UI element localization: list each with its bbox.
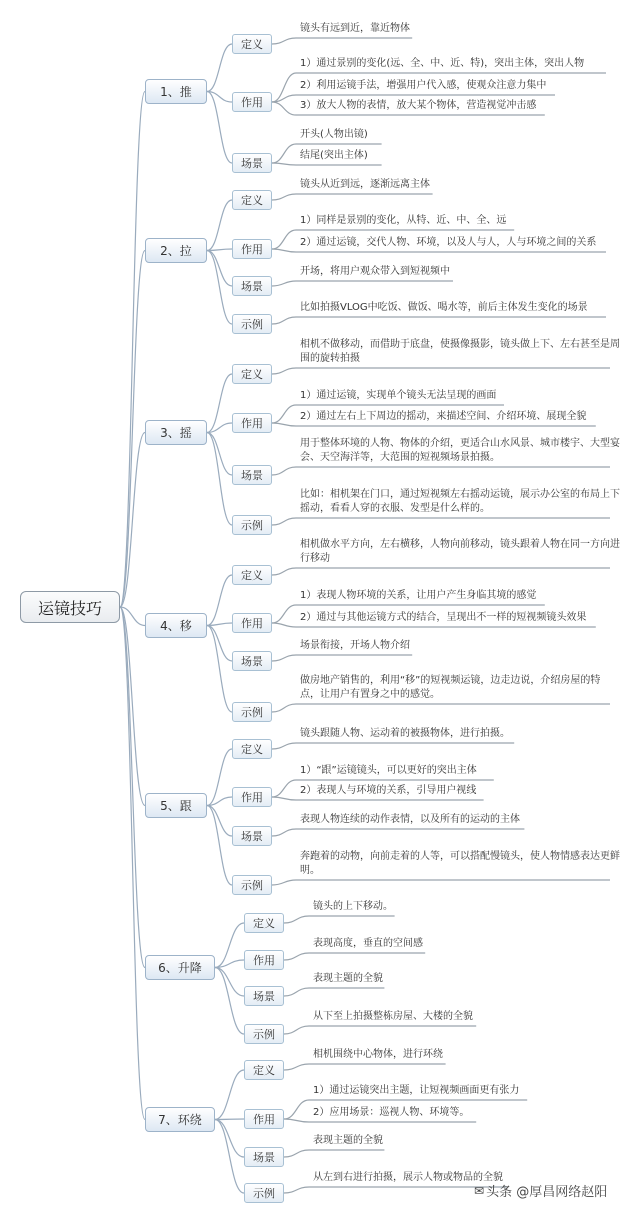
- leaf-text-7-2-1: 1）通过运镜突出主题，让短视频画面更有张力: [313, 1085, 520, 1096]
- branch-sub-link-6-4: [215, 968, 244, 1035]
- sub-leaf-link-7-2-1: [284, 1100, 309, 1119]
- subnode-4-3: 场景: [232, 651, 272, 671]
- leaf-text-4-4-1: 做房地产销售的，利用“移”的短视频运镜，边走边说，介绍房屋的特点，让用户有置身之中的感觉。: [300, 675, 601, 700]
- branch-node-4: 4、移: [145, 613, 207, 638]
- sub-leaf-link-3-2-2: [272, 423, 296, 426]
- sub-leaf-link-2-4-1: [272, 317, 296, 324]
- branch-node-5: 5、跟: [145, 793, 207, 818]
- subnode-7-3: 场景: [244, 1147, 284, 1167]
- subnode-7-2: 作用: [244, 1109, 284, 1129]
- branch-sub-link-2-3: [207, 251, 232, 287]
- branch-sub-link-2-1: [207, 200, 232, 251]
- sub-leaf-link-4-1-1: [272, 568, 296, 575]
- sub-leaf-link-1-1-1: [272, 38, 296, 44]
- leaf-text-1-2-3: 3）放大人物的表情，放大某个物体，营造视觉冲击感: [300, 100, 537, 111]
- leaf-text-2-3-1: 开场，将用户观众带入到短视频中: [300, 266, 450, 277]
- leaf-text-3-2-2: 2）通过左右上下周边的摇动，来描述空间、介绍环境、展现全貌: [300, 411, 587, 422]
- subnode-1-2: 作用: [232, 92, 272, 112]
- leaf-text-7-2-2: 2）应用场景：巡视人物、环境等。: [313, 1107, 470, 1118]
- branch-sub-link-1-1: [207, 44, 232, 92]
- leaf-text-6-2-1: 表现高度，垂直的空间感: [313, 938, 423, 949]
- root-branch-link-3: [120, 433, 145, 608]
- leaf-text-3-3-1: 用于整体环境的人物、物体的介绍，更适合山水风景、城市楼宇、大型宴会、天空海洋等，大范围的短视频场景拍摄。: [300, 438, 620, 463]
- watermark-text: 头条 @厚昌网络赵阳: [486, 1185, 608, 1200]
- subnode-2-4: 示例: [232, 314, 272, 334]
- branch-sub-link-5-3: [207, 806, 232, 837]
- sub-leaf-link-4-4-1: [272, 704, 296, 712]
- subnode-4-1: 定义: [232, 565, 272, 585]
- subnode-5-1: 定义: [232, 739, 272, 759]
- leaf-text-7-3-1: 表现主题的全貌: [313, 1135, 383, 1146]
- sub-leaf-link-3-3-1: [272, 467, 296, 475]
- sub-leaf-link-1-2-1: [272, 73, 296, 102]
- subnode-4-2: 作用: [232, 613, 272, 633]
- sub-leaf-link-2-3-1: [272, 281, 296, 286]
- sub-leaf-link-1-3-1: [272, 144, 296, 163]
- leaf-text-3-1-1: 相机不做移动，而借助于底盘，使摄像摄影，镜头做上下、左右甚至是周围的旋转拍摄: [300, 339, 620, 364]
- sub-leaf-link-1-3-2: [272, 163, 296, 165]
- sub-leaf-link-3-2-1: [272, 405, 296, 423]
- leaf-text-4-3-1: 场景衔接，开场人物介绍: [300, 640, 410, 651]
- sub-leaf-link-5-3-1: [272, 829, 296, 836]
- leaf-text-3-2-1: 1）通过运镜，实现单个镜头无法呈现的画面: [300, 390, 497, 401]
- toutiao-logo-icon: ✉: [474, 1183, 485, 1198]
- subnode-1-1: 定义: [232, 34, 272, 54]
- root-branch-link-7: [120, 607, 145, 1120]
- sub-leaf-link-6-1-1: [284, 916, 309, 923]
- branch-sub-link-7-3: [215, 1120, 244, 1158]
- subnode-3-2: 作用: [232, 413, 272, 433]
- branch-sub-link-1-3: [207, 92, 232, 164]
- branch-sub-link-4-1: [207, 575, 232, 626]
- leaf-text-6-4-1: 从下至上拍摄整栋房屋、大楼的全貌: [313, 1011, 473, 1022]
- branch-sub-link-4-3: [207, 626, 232, 662]
- leaf-text-5-3-1: 表现人物连续的动作表情，以及所有的运动的主体: [300, 814, 520, 825]
- branch-sub-link-6-3: [215, 968, 244, 997]
- subnode-5-4: 示例: [232, 875, 272, 895]
- sub-leaf-link-5-2-1: [272, 780, 296, 797]
- branch-node-3: 3、摇: [145, 420, 207, 445]
- root-branch-link-6: [120, 607, 145, 968]
- sub-leaf-link-3-4-1: [272, 518, 296, 525]
- subnode-3-3: 场景: [232, 465, 272, 485]
- sub-leaf-link-5-1-1: [272, 743, 296, 749]
- leaf-text-4-2-2: 2）通过与其他运镜方式的结合，呈现出不一样的短视频镜头效果: [300, 612, 587, 623]
- subnode-2-3: 场景: [232, 276, 272, 296]
- subnode-4-4: 示例: [232, 702, 272, 722]
- sub-leaf-link-7-2-2: [284, 1119, 309, 1122]
- leaf-text-7-4-1: 从左到右进行拍摄，展示人物或物品的全貌: [313, 1172, 503, 1183]
- sub-leaf-link-7-3-1: [284, 1150, 309, 1157]
- branch-node-2: 2、拉: [145, 238, 207, 263]
- subnode-5-2: 作用: [232, 787, 272, 807]
- branch-sub-link-2-4: [207, 251, 232, 325]
- watermark: [474, 1181, 607, 1200]
- branch-sub-link-7-2: [215, 1119, 244, 1120]
- leaf-text-3-4-1: 比如：相机架在门口，通过短视频左右摇动运镜，展示办公室的布局上下摇动，看看人穿的衣服、发型是什么样的。: [300, 489, 620, 514]
- root-branch-link-2: [120, 251, 145, 608]
- sub-leaf-link-6-2-1: [284, 953, 309, 960]
- subnode-5-3: 场景: [232, 826, 272, 846]
- sub-leaf-link-3-1-1: [272, 368, 296, 374]
- subnode-6-1: 定义: [244, 913, 284, 933]
- leaf-text-2-2-1: 1）同样是景别的变化，从特、近、中、全、远: [300, 215, 507, 226]
- sub-leaf-link-4-2-1: [272, 605, 296, 623]
- sub-leaf-link-2-1-1: [272, 194, 296, 200]
- sub-leaf-link-6-3-1: [284, 988, 309, 996]
- sub-leaf-link-5-4-1: [272, 880, 296, 885]
- subnode-2-1: 定义: [232, 190, 272, 210]
- leaf-text-6-1-1: 镜头的上下移动。: [313, 901, 393, 912]
- leaf-text-4-1-1: 相机做水平方向，左右横移，人物向前移动，镜头跟着人物在同一方向进行移动: [300, 539, 620, 564]
- subnode-1-3: 场景: [232, 153, 272, 173]
- subnode-6-2: 作用: [244, 950, 284, 970]
- leaf-text-1-1-1: 镜头有远到近，靠近物体: [300, 23, 410, 34]
- leaf-text-2-1-1: 镜头从近到远，逐渐远离主体: [300, 179, 430, 190]
- leaf-text-2-2-2: 2）通过运镜，交代人物、环境，以及人与人，人与环境之间的关系: [300, 237, 597, 248]
- branch-node-7: 7、环绕: [145, 1107, 215, 1132]
- subnode-7-4: 示例: [244, 1183, 284, 1203]
- branch-node-1: 1、推: [145, 79, 207, 104]
- sub-leaf-link-5-2-2: [272, 797, 296, 800]
- subnode-7-1: 定义: [244, 1060, 284, 1080]
- leaf-text-1-2-2: 2）利用运镜手法，增强用户代入感，使观众注意力集中: [300, 80, 547, 91]
- leaf-text-5-4-1: 奔跑着的动物，向前走着的人等，可以搭配慢镜头，使人物情感表达更鲜明。: [300, 851, 620, 876]
- branch-sub-link-4-4: [207, 626, 232, 713]
- leaf-text-2-4-1: 比如拍摄VLOG中吃饭、做饭、喝水等，前后主体发生变化的场景: [300, 302, 588, 313]
- root-node: 运镜技巧: [20, 591, 120, 623]
- subnode-3-4: 示例: [232, 515, 272, 535]
- sub-leaf-link-4-2-2: [272, 623, 296, 627]
- subnode-6-4: 示例: [244, 1024, 284, 1044]
- branch-sub-link-3-3: [207, 433, 232, 476]
- sub-leaf-link-6-4-1: [284, 1026, 309, 1034]
- leaf-text-7-1-1: 相机围绕中心物体，进行环绕: [313, 1049, 443, 1060]
- sub-leaf-link-7-4-1: [284, 1187, 309, 1193]
- sub-leaf-link-2-2-2: [272, 249, 296, 252]
- leaf-text-5-2-1: 1）“跟”运镜镜头，可以更好的突出主体: [300, 765, 477, 776]
- subnode-2-2: 作用: [232, 239, 272, 259]
- subnode-6-3: 场景: [244, 986, 284, 1006]
- leaf-text-5-2-2: 2）表现人与环境的关系，引导用户视线: [300, 785, 477, 796]
- branch-sub-link-3-4: [207, 433, 232, 526]
- leaf-text-1-3-2: 结尾(突出主体): [300, 150, 368, 161]
- root-branch-link-1: [120, 92, 145, 608]
- leaf-text-1-2-1: 1）通过景别的变化(远、全、中、近、特)，突出主体，突出人物: [300, 58, 585, 69]
- sub-leaf-link-7-1-1: [284, 1064, 309, 1070]
- branch-node-6: 6、升降: [145, 955, 215, 980]
- leaf-text-4-2-1: 1）表现人物环境的关系，让用户产生身临其境的感觉: [300, 590, 537, 601]
- subnode-3-1: 定义: [232, 364, 272, 384]
- sub-leaf-link-1-2-3: [272, 102, 296, 115]
- leaf-text-1-3-1: 开头(人物出镜): [300, 129, 368, 140]
- sub-leaf-link-4-3-1: [272, 655, 296, 661]
- leaf-text-5-1-1: 镜头跟随人物、运动着的被摄物体，进行拍摄。: [300, 728, 510, 739]
- branch-sub-link-7-1: [215, 1070, 244, 1120]
- sub-leaf-link-2-2-1: [272, 230, 296, 249]
- branch-sub-link-5-4: [207, 806, 232, 886]
- leaf-text-6-3-1: 表现主题的全貌: [313, 973, 383, 984]
